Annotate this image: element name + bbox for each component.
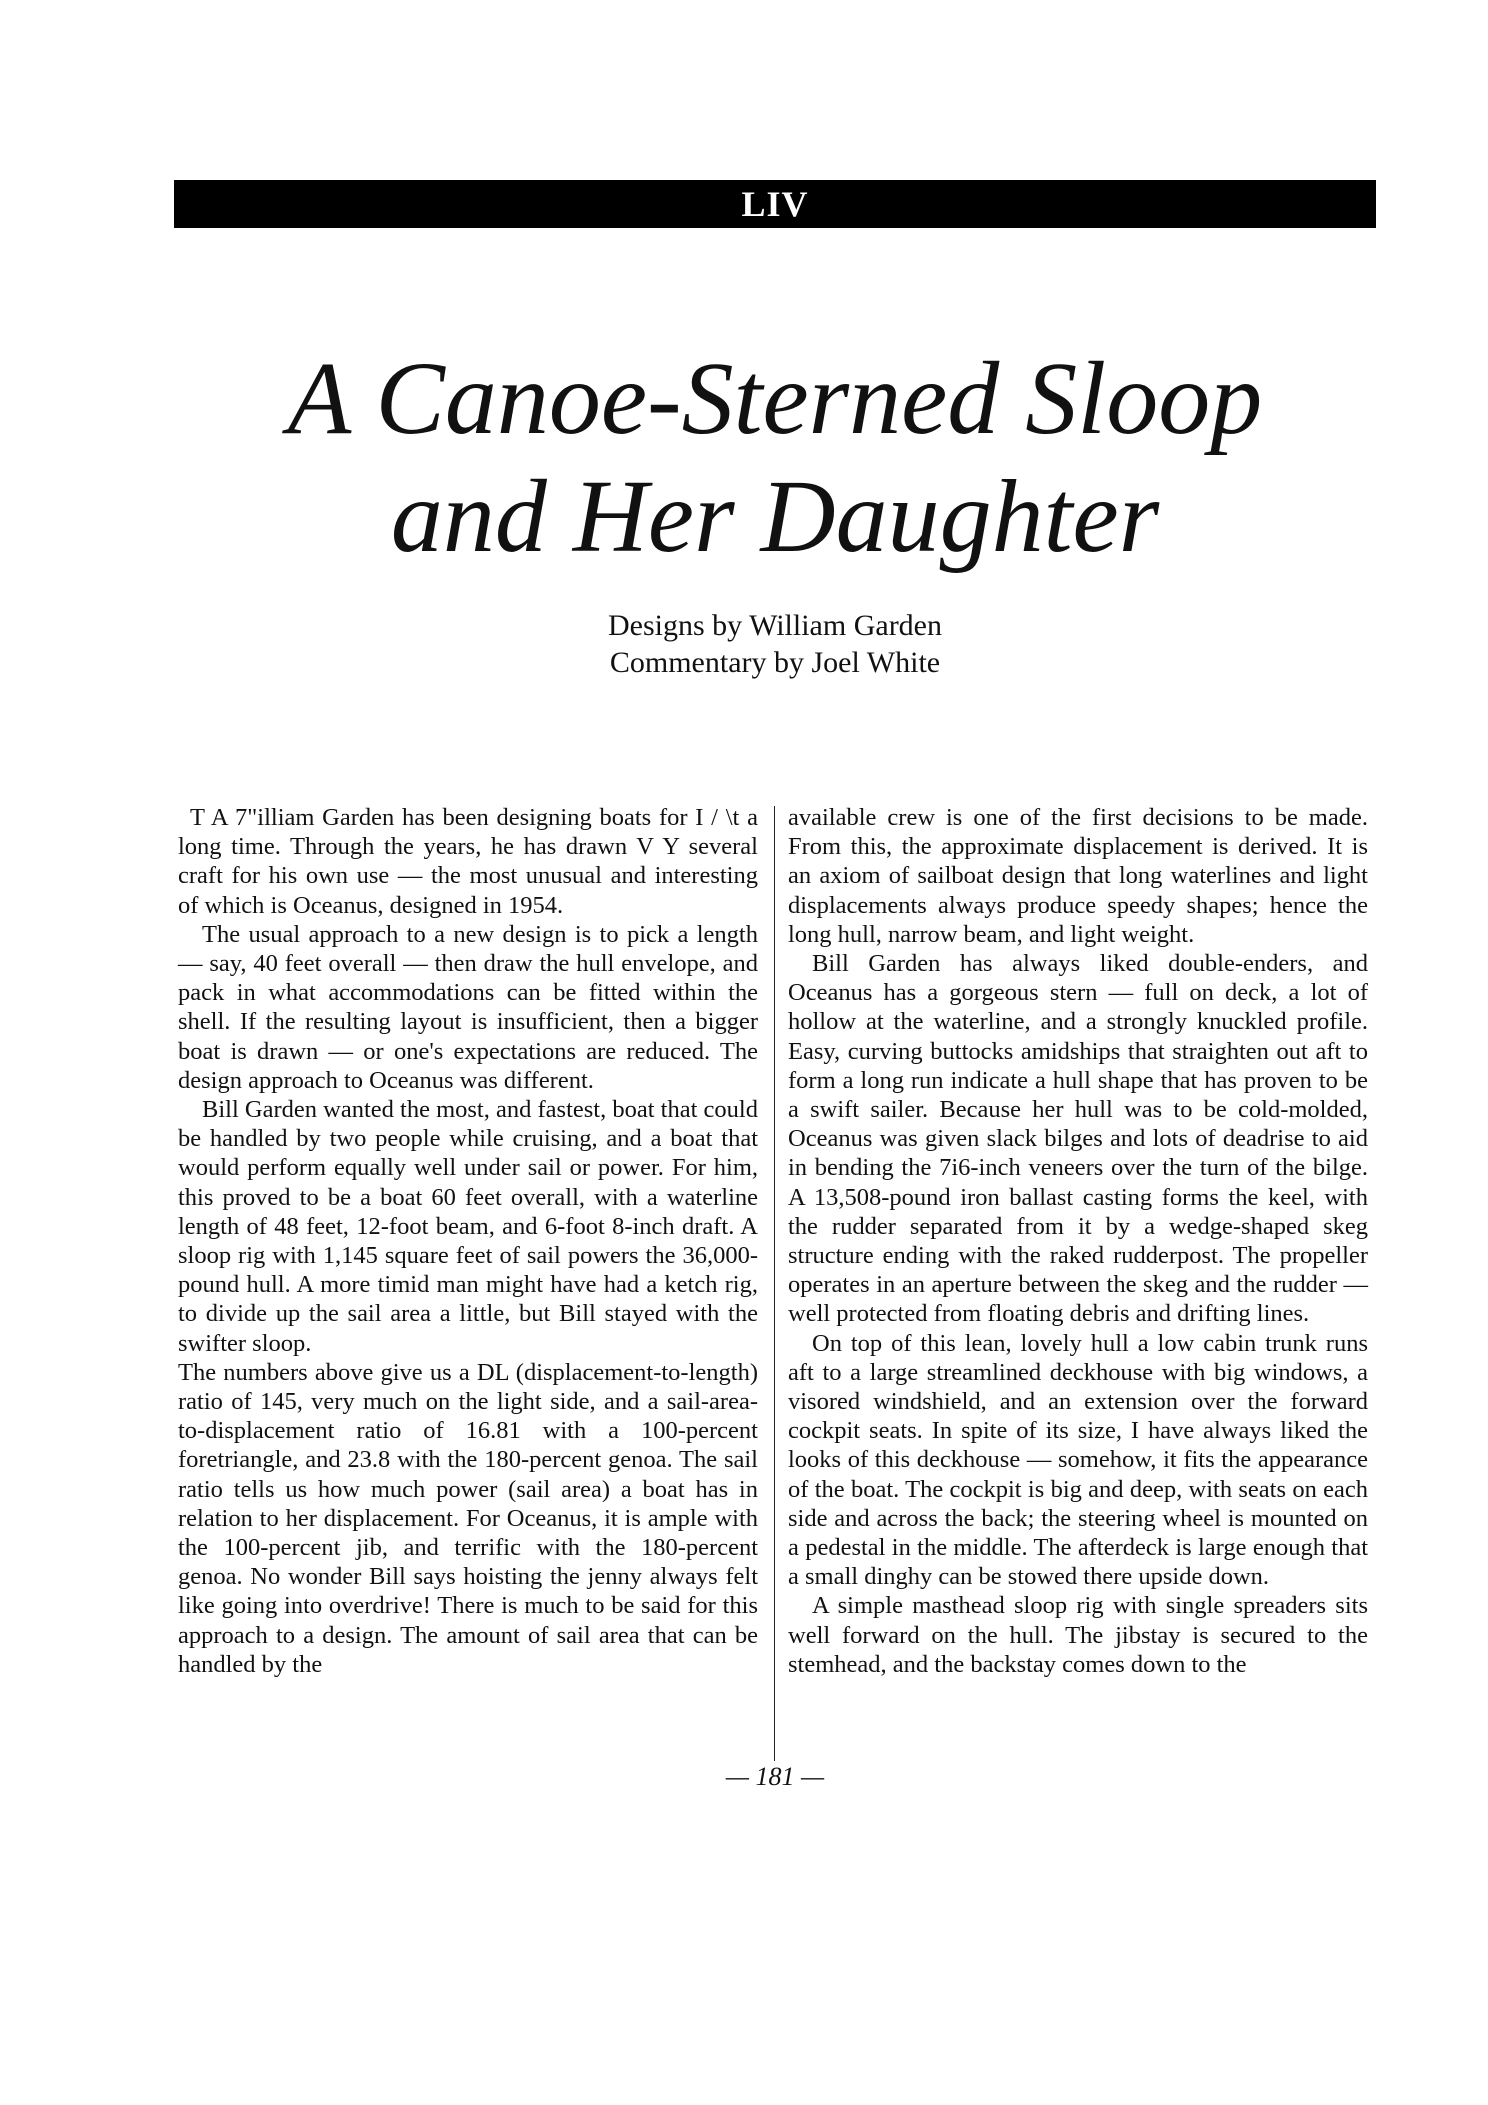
page-number: — 181 —: [725, 1762, 825, 1791]
paragraph: Bill Garden wanted the most, and fastest, boat that could be handled by two people while cruising, and a boat that would perform equally well under sail or power. For him, this proved to be a boat 60 feet overall, with a waterline length of 48 feet, 12-foot beam, and 6-foot 8-inch draft. A sloop rig with 1,145 square feet of sail powers the 36,000-pound hull. A more timid man might have had a ketch rig, to divide up the sail area a little, but Bill stayed with the swifter sloop.: [178, 1096, 758, 1357]
paragraph: Bill Garden has always liked double-enders, and Oceanus has a gorgeous stern — full on deck, a lot of hollow at the waterline, and a strongly knuckled profile. Easy, curving buttocks amidships that straighten out aft to form a long run indicate a hull shape that has proven to be a swift sailer. Because her hull was to be cold-molded, Oceanus was given slack bilges and lots of deadrise to aid in bending the 7i6-inch veneers over the turn of the bilge. A 13,508-pound iron ballast casting forms the keel, with the rudder separated from it by a wedge-shaped skeg structure ending with the raked rudderpost. The propeller operates in an aperture between the skeg and the rudder — well protected from floating debris and drifting lines.: [788, 950, 1368, 1328]
title-line-1: A Canoe-Sterned Sloop: [287, 341, 1263, 456]
paragraph: On top of this lean, lovely hull a low cabin trunk runs aft to a large streamlined deckhouse with big windows, a visored windshield, and an extension over the forward cockpit seats. In spite of its size, I have always liked the looks of this deckhouse — somehow, it fits the appearance of the boat. The cockpit is big and deep, with seats on each side and across the back; the steering wheel is mounted on a pedestal in the middle. The afterdeck is large enough that a small dinghy can be stowed there upside down.: [788, 1329, 1368, 1591]
paragraph: The numbers above give us a DL (displacement-to-length) ratio of 145, very much on the light side, and a sail-area-to-displacement ratio of 16.81 with a 100-percent foretriangle, and 23.8 with the 180-percent genoa. The sail ratio tells us how much power (sail area) a boat has in relation to her displacement. For Oceanus, it is ample with the 100-percent jib, and terrific with the 180-percent genoa. No wonder Bill says hoisting the jenny always felt like going into overdrive! There is much to be said for this approach to a design. The amount of sail area that can be handled by the: [178, 1358, 758, 1678]
paragraph: available crew is one of the first decisions to be made. From this, the approximate displacement is derived. It is an axiom of sailboat design that long waterlines and light displacements always produce speedy shapes; hence the long hull, narrow beam, and light weight.: [788, 804, 1368, 948]
paragraph: T A 7"illiam Garden has been designing boats for I / \t a long time. Through the years, he has drawn V Y several craft for his own use — the most unusual and interesting of which is Oceanus, designed in 1954.: [178, 804, 758, 919]
chapter-title: [174, 340, 1376, 576]
title-line-2: and Her Daughter: [390, 459, 1160, 574]
column-divider: [774, 806, 775, 1761]
commentary-credit: Commentary by Joel White: [609, 646, 941, 679]
chapter-number-bar: [174, 180, 1376, 228]
designer-credit: Designs by William Garden: [607, 609, 942, 642]
chapter-number: LIV: [741, 184, 809, 224]
paragraph: A simple masthead sloop rig with single spreaders sits well forward on the hull. The jibstay is secured to the stemhead, and the backstay comes down to the: [788, 1592, 1368, 1678]
left-column: [178, 803, 758, 1679]
paragraph: The usual approach to a new design is to pick a length — say, 40 feet overall — then draw the hull envelope, and pack in what accommodations can be fitted within the shell. If the resulting layout is insufficient, then a bigger boat is drawn — or one's expectations are reduced. The design approach to Oceanus was different.: [178, 920, 758, 1094]
right-column: [788, 803, 1368, 1679]
credits: [174, 607, 1376, 681]
